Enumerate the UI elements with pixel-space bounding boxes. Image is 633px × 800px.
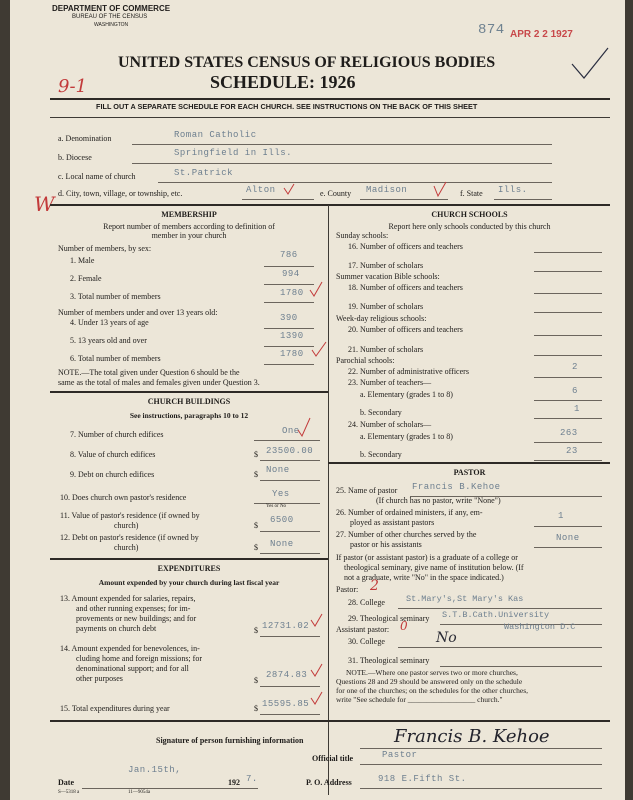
q5-value: 1390 [280,331,304,341]
q14-line-2: cluding home and foreign missions; for [76,654,202,663]
q10-line [254,503,320,504]
rule-top [50,98,610,100]
diocese-label: b. Diocese [58,153,92,162]
q27-line-2: pastor or his assistants [350,540,422,549]
q17-line [534,271,602,272]
q17-label: 17. Number of scholars [348,261,424,270]
q16-line [534,252,602,253]
q11-label-2: church) [114,521,139,530]
q7-line [254,440,320,441]
q14-line-1: 14. Amount expended for benevolences, in- [60,644,200,653]
q29-label: 29. Theological seminary [348,614,430,623]
q9-dollar: $ [254,470,258,479]
q14-line-4: other purposes [76,674,123,683]
q24b-line [534,460,602,461]
q4-label: 4. Under 13 years of age [70,318,149,327]
form-number: S—5318 a [58,790,80,795]
state-line [494,199,552,200]
q11-line [260,531,320,532]
pastor-count-note: 2 [370,578,379,594]
q26-value: 1 [558,511,564,521]
denomination-line [132,144,552,145]
q10-value: Yes [272,489,290,499]
membership-intro-1: Report number of members according to definition of [103,222,275,231]
q13-line-4: payments on church debt [76,624,157,633]
q16-label: 16. Number of officers and teachers [348,242,463,251]
q18-label: 18. Number of officers and teachers [348,283,463,292]
membership-heading: MEMBERSHIP [161,210,217,219]
q11-label: 11. Value of pastor's residence (if owned by [60,511,200,520]
header-city: WASHINGTON [94,22,129,28]
q26-line-2: ployed as assistant pastors [350,518,435,527]
date-value: Jan.15th, [128,765,182,775]
census-schedule-form [10,0,625,800]
expenditures-checkmarks-icon [310,612,328,708]
q23b-label: b. Secondary [360,408,402,417]
denomination-value: Roman Catholic [174,130,257,140]
expenditures-heading: EXPENDITURES [157,564,221,573]
header-dept: DEPARTMENT OF COMMERCE [52,4,171,13]
schools-heading: CHURCH SCHOOLS [431,210,508,219]
pastor-sublabel: Pastor: [336,585,359,594]
year-prefix: 192 [228,778,240,787]
buildings-sub: See instructions, paragraphs 10 to 12 [129,411,249,420]
q24-label: 24. Number of scholars— [348,420,432,429]
membership-note-2: same as the total of males and females given under Question 3. [58,378,260,387]
q12-line [260,553,320,554]
q27-line-1: 27. Number of other churches served by the [336,530,477,539]
age-intro: Number of members under and over 13 years old: [58,308,218,317]
q29-value-2: Washington D.C [504,622,576,632]
q7-value: One [282,426,300,436]
q13-dollar: $ [254,626,258,635]
state-label: f. State [460,189,483,198]
q1-line [264,266,314,267]
q28-label: 28. College [348,598,385,607]
q15-label: 15. Total expenditures during year [60,704,170,713]
by-sex-label: Number of members, by sex: [58,244,152,253]
q3-value: 1780 [280,288,304,298]
official-title-line [360,764,602,765]
q13-line-1: 13. Amount expended for salaries, repairs, [60,594,196,603]
q23b-value: 1 [574,404,580,414]
assistant-sublabel: Assistant pastor: [336,625,390,634]
q30-value: No [436,630,457,646]
date-label: Date [58,778,74,787]
church-name-value: St.Patrick [174,168,234,178]
rule-3 [50,204,610,206]
q3-line [264,302,314,303]
q22-value: 2 [572,362,578,372]
date-line [82,788,258,789]
q12-label: 12. Debt on pastor's residence (if owned by [60,533,199,542]
q14-value: 2874.83 [266,670,308,680]
year-digit: 7. [246,774,258,784]
signature-line [360,748,602,749]
q15-value: 15595.85 [262,699,310,709]
pastor-note-2: Questions 28 and 29 should be answered only on the schedule [336,677,523,686]
q8-line [260,460,320,461]
assistant-count-note: 0 [400,619,408,633]
rule-buildings [50,558,328,560]
stamp-number: 874 [478,22,505,38]
rule-2 [50,117,610,118]
q23-label: 23. Number of teachers— [348,378,432,387]
pastor-note-3: for one of the churches; on the schedules for the other churches, [336,686,529,695]
stamp-date: APR 2 2 1927 [510,29,573,40]
q26-line-1: 26. Number of ordained ministers, if any, em- [336,508,483,517]
q23b-line [534,418,602,419]
weekday-label: Week-day religious schools: [336,314,427,323]
q4-line [264,328,314,329]
q22-line [534,377,602,378]
form-title: UNITED STATES CENSUS OF RELIGIOUS BODIES [118,54,496,71]
q24a-line [534,442,602,443]
q23a-label: a. Elementary (grades 1 to 8) [360,390,453,399]
pastor-heading: PASTOR [453,468,486,477]
sunday-label: Sunday schools: [336,231,389,240]
denomination-label: a. Denomination [58,134,112,143]
q31-label: 31. Theological seminary [348,656,430,665]
pastor-note-4: write "See schedule for __________________ church." [336,695,503,704]
q15-dollar: $ [254,704,258,713]
q13-line-3: provements or new buildings; and for [76,614,197,623]
diocese-line [132,163,552,164]
q28-value: St.Mary's,St Mary's Kas [406,594,524,604]
red-checkmarks-icon [260,180,460,202]
schools-intro: Report here only schools conducted by this church [388,222,551,231]
checkmark-icon [570,46,610,86]
q27-line [534,547,602,548]
schedule-title: SCHEDULE: 1926 [210,72,356,92]
q8-value: 23500.00 [266,446,314,456]
print-number: 11—9054a [128,790,151,795]
graduate-note-1: If pastor (or assistant pastor) is a graduate of a college or [336,553,518,562]
q7-label: 7. Number of church edifices [70,430,164,439]
signature-value: Francis B. Kehoe [394,726,550,747]
q20-line [534,335,602,336]
q15-line [260,714,320,715]
q24a-label: a. Elementary (grades 1 to 8) [360,432,453,441]
membership-checkmarks-icon [308,278,332,358]
margin-w-mark: W [34,192,55,216]
q30-label: 30. College [348,637,385,646]
q25-note: (If church has no pastor, write "None") [376,496,501,505]
rule-membership [50,391,328,393]
city-value: Alton [246,185,276,195]
address-label: P. O. Address [306,778,352,787]
q6-label: 6. Total number of members [70,354,161,363]
buildings-heading: CHURCH BUILDINGS [147,397,231,406]
q23a-value: 6 [572,386,578,396]
q1-value: 786 [280,250,298,260]
buildings-checkmark-icon [296,416,320,440]
q9-line [260,480,320,481]
instructions-line: FILL OUT A SEPARATE SCHEDULE FOR EACH CHURCH. SEE INSTRUCTIONS ON THE BACK OF THIS SHEET [96,102,478,111]
q8-dollar: $ [254,450,258,459]
q24b-value: 23 [566,446,578,456]
q23a-line [534,400,602,401]
q27-value: None [556,533,580,543]
q12-value: None [270,539,294,549]
q21-line [534,355,602,356]
q8-label: 8. Value of church edifices [70,450,156,459]
q11-value: 6500 [270,515,294,525]
q18-line [534,293,602,294]
q13-line-2: and other running expenses; for im- [76,604,191,613]
q29-value: S.T.B.Cath.University [442,610,550,620]
official-title-value: Pastor [382,750,418,760]
q21-label: 21. Number of scholars [348,345,424,354]
official-title-label: Official title [312,754,354,763]
q28-line [398,608,602,609]
q30-line [398,647,602,648]
q14-line-3: denominational support; and for all [76,664,189,673]
q9-value: None [266,465,290,475]
q5-line [264,346,314,347]
q19-label: 19. Number of scholars [348,302,424,311]
q11-dollar: $ [254,521,258,530]
pastor-note-1: NOTE.—Where one pastor serves two or more churches, [346,668,518,677]
q2-label: 2. Female [70,274,102,283]
church-name-label: c. Local name of church [58,172,136,181]
q24b-label: b. Secondary [360,450,402,459]
q9-label: 9. Debt on church edifices [70,470,155,479]
signature-label: Signature of person furnishing information [156,736,304,745]
q26-line [534,526,602,527]
county-value: Madison [366,185,408,195]
yes-or-no-hint: Yes or No [266,504,287,509]
q20-label: 20. Number of officers and teachers [348,325,463,334]
graduate-note-3: not a graduate, write "No" in the space indicated.) [344,573,504,582]
q12-dollar: $ [254,543,258,552]
q4-value: 390 [280,313,298,323]
rule-bottom [50,720,610,722]
address-line [360,788,602,789]
county-label: e. County [320,189,352,198]
graduate-note-2: theological seminary, give name of institution below. (If [344,563,524,572]
q6-value: 1780 [280,349,304,359]
q22-label: 22. Number of administrative officers [348,367,469,376]
parochial-label: Parochial schools: [336,356,395,365]
city-label: d. City, town, village, or township, etc. [58,189,183,198]
diocese-value: Springfield in Ills. [174,148,293,158]
header-bureau: BUREAU OF THE CENSUS [72,14,148,20]
margin-note: 9-1 [58,76,87,97]
q1-label: 1. Male [70,256,95,265]
q31-line [440,666,602,667]
state-value: Ills. [498,185,528,195]
q25-value: Francis B.Kehoe [412,482,501,492]
q13-value: 12731.02 [262,621,310,631]
q2-value: 994 [282,269,300,279]
q6-line [264,364,314,365]
q12-label-2: church) [114,543,139,552]
q19-line [534,312,602,313]
q24a-value: 263 [560,428,578,438]
q3-label: 3. Total number of members [70,292,161,301]
q2-line [264,284,314,285]
summer-label: Summer vacation Bible schools: [336,272,440,281]
membership-intro-2: member in your church [151,231,227,240]
q25-label: 25. Name of pastor [336,486,398,495]
expenditures-sub: Amount expended by your church during last fiscal year [98,578,280,587]
rule-schools [328,462,610,464]
membership-note-1: NOTE.—The total given under Question 6 should be the [58,368,240,377]
q5-label: 5. 13 years old and over [70,336,147,345]
q10-label: 10. Does church own pastor's residence [60,493,187,502]
q14-dollar: $ [254,676,258,685]
address-value: 918 E.Fifth St. [378,774,467,784]
